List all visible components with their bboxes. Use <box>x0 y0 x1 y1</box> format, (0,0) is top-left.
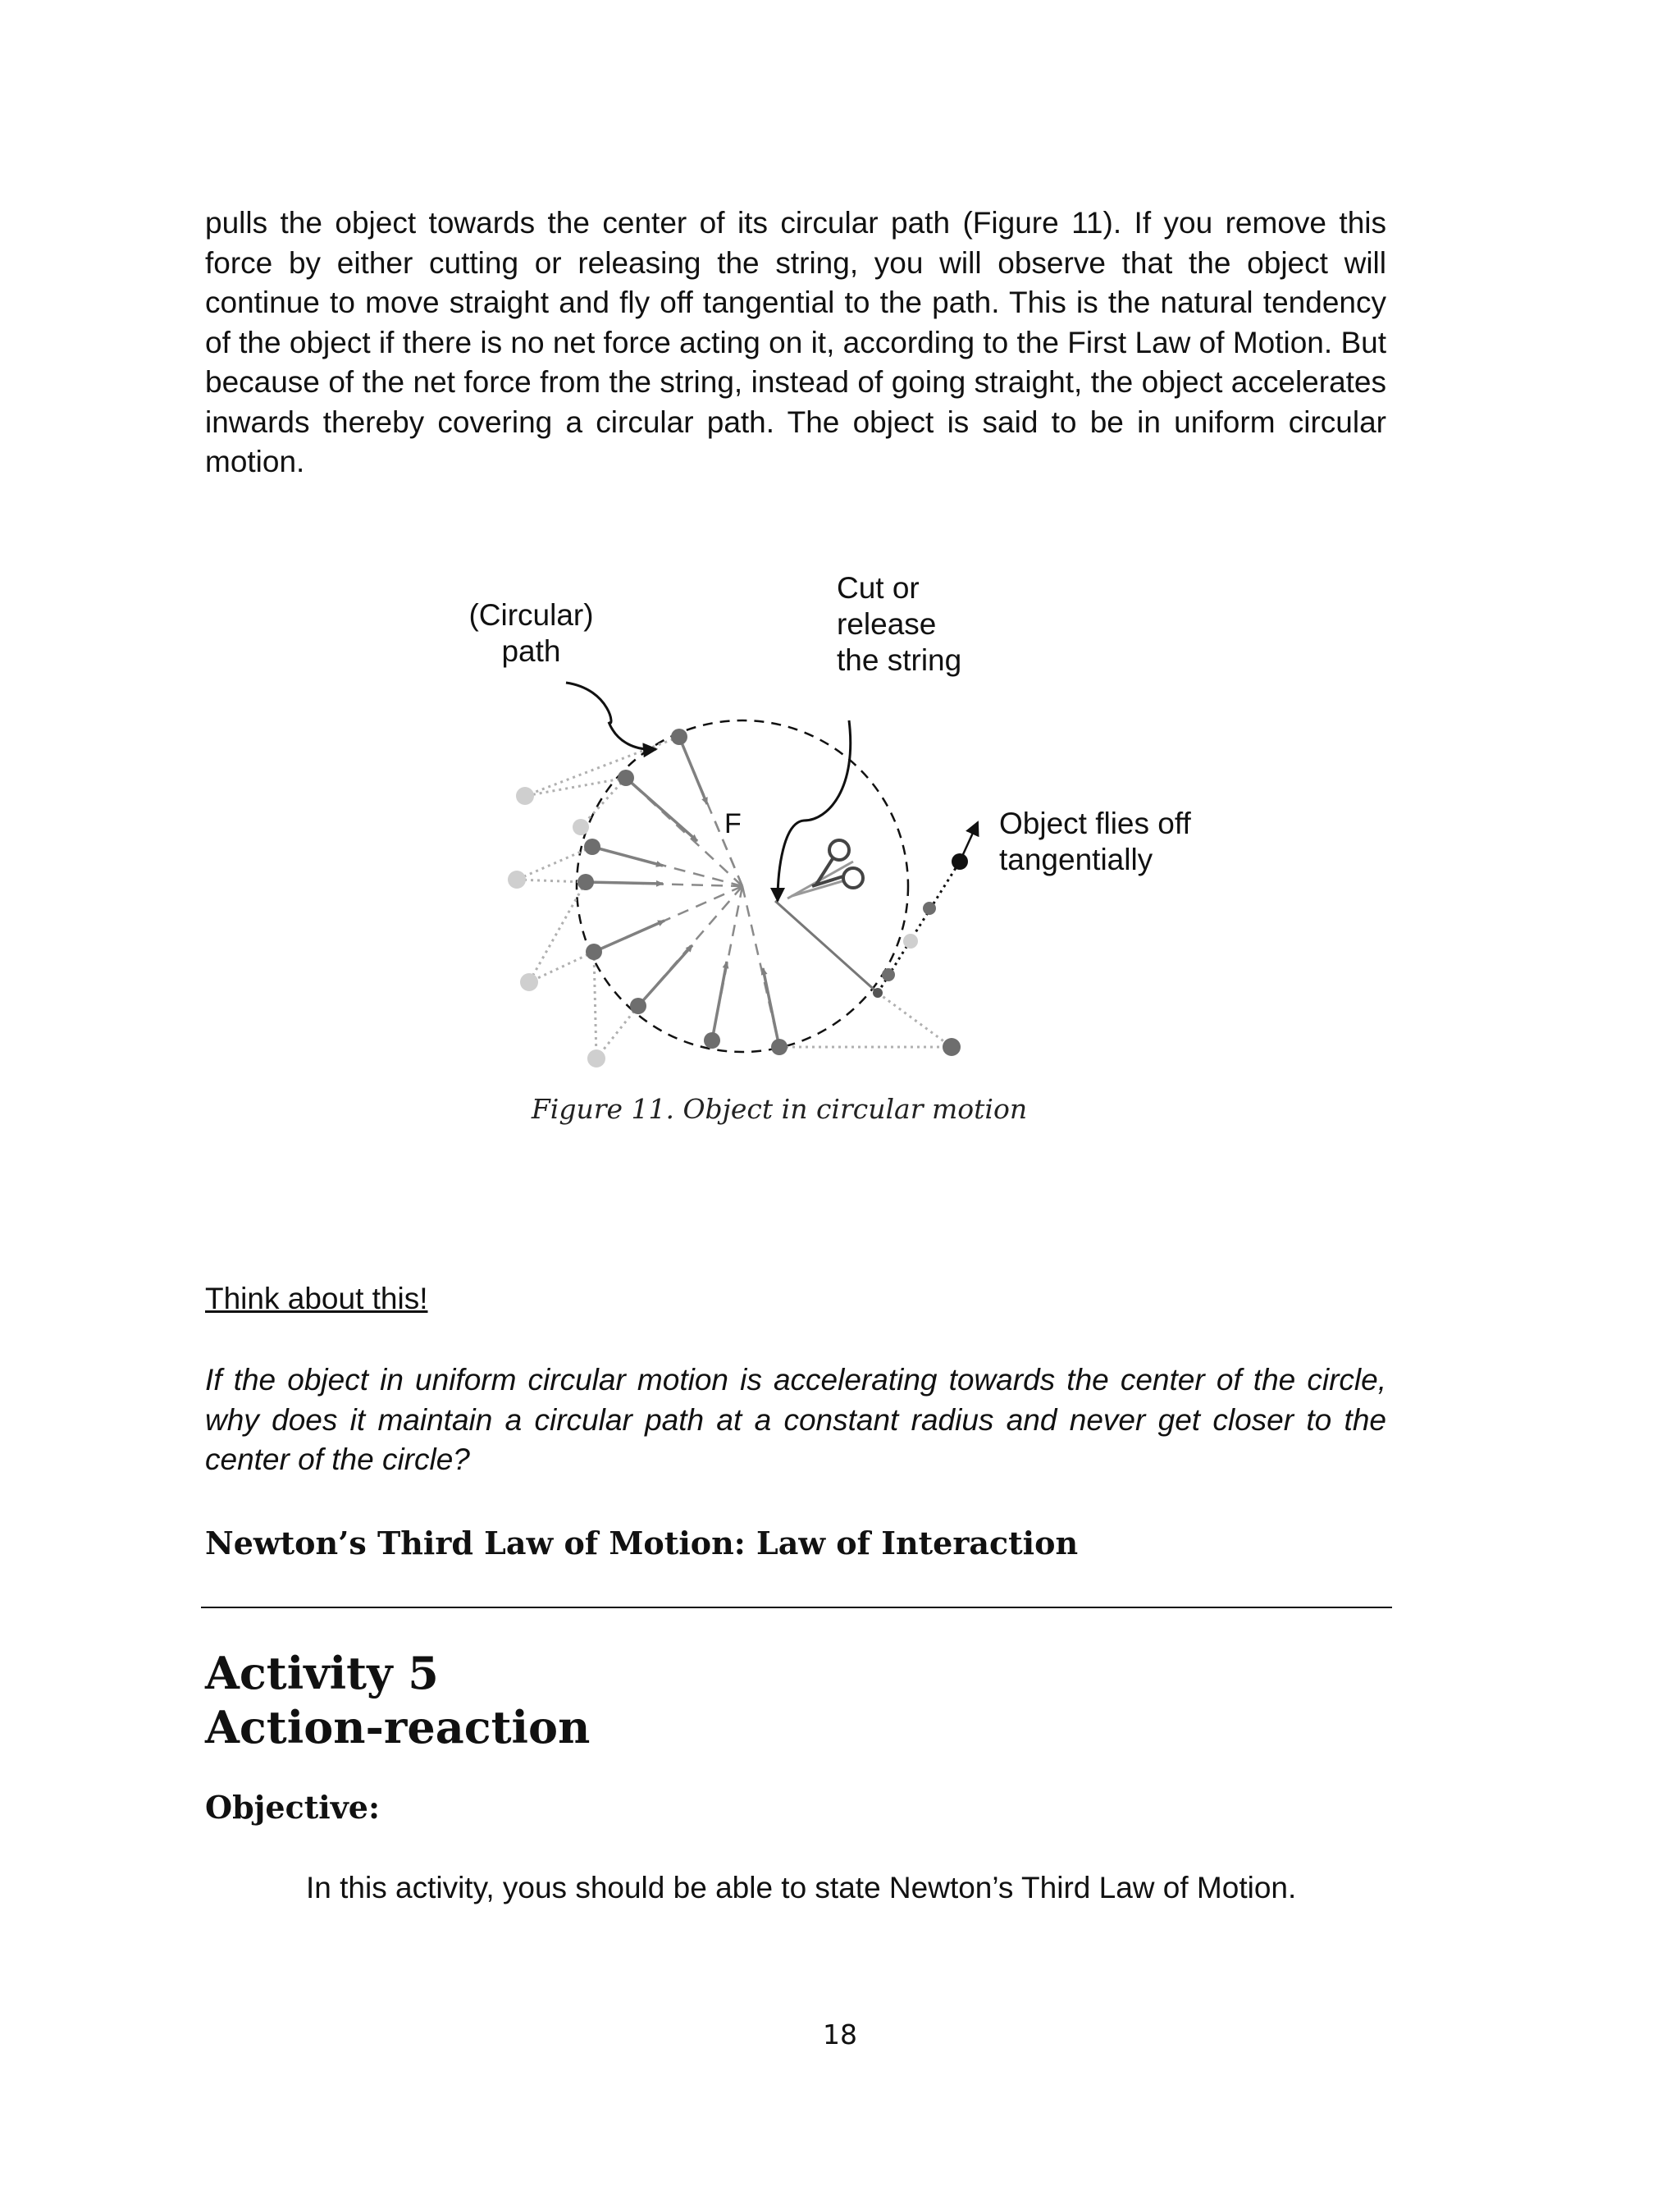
page-number: 18 <box>823 2019 857 2051</box>
label-flies-line2: tangentially <box>999 843 1153 876</box>
label-force: F <box>724 808 742 839</box>
body-paragraph: pulls the object towards the center of its circular path (Figure 11). If you remove this force by either cutting or releasing the string, you will observe that the object will continue to move straight and fly off tangential to the path. This is the natural tendency of the object if there is no net force acting on it, according to the First Law of Motion. But because of the net force from the string, instead of going straight, the object accelerates inwards thereby covering a circular path. The object is said to be in uniform circular motion. <box>205 206 1386 478</box>
section-divider <box>201 1607 1392 1608</box>
label-circular-path <box>463 597 599 670</box>
think-question: If the object in uniform circular motion is accelerating towards the center of the circle, why does it maintain a circular path at a constant radius and never get closer to the center of the circle? <box>205 1363 1386 1476</box>
label-cut-string <box>837 570 961 679</box>
label-cut-line3: the string <box>837 643 962 677</box>
cut-callout-arrow <box>778 720 851 901</box>
label-cut-line1: Cut or <box>837 571 920 605</box>
velocity-arrows <box>586 737 779 1047</box>
objective-text: In this activity, yous should be able to state Newton’s Third Law of Motion. <box>306 1871 1297 1904</box>
section-title: Newton’s Third Law of Motion: Law of Interaction <box>205 1525 1079 1561</box>
released-object <box>952 853 968 870</box>
label-cut-line2: release <box>837 607 937 641</box>
cut-string <box>775 901 878 993</box>
object-positions <box>578 729 961 1056</box>
string-radii <box>586 737 779 1047</box>
think-heading: Think about this! <box>205 1282 428 1315</box>
label-circular-path-line2: path <box>501 634 561 668</box>
objective-label: Objective: <box>205 1789 381 1826</box>
activity-heading <box>205 1646 590 1754</box>
path-callout-arrow <box>566 683 656 749</box>
activity-number: Activity 5 <box>205 1647 439 1699</box>
activity-name: Action-reaction <box>205 1701 591 1753</box>
label-circular-path-line1: (Circular) <box>468 598 594 632</box>
figure-caption: Figure 11. Object in circular motion <box>531 1093 1028 1125</box>
tangent-lines <box>517 737 952 1058</box>
label-flies-off <box>999 806 1191 878</box>
ghost-positions <box>508 787 918 1068</box>
scissors-icon <box>788 840 863 898</box>
release-point <box>873 988 883 998</box>
label-flies-line1: Object flies off <box>999 807 1191 840</box>
